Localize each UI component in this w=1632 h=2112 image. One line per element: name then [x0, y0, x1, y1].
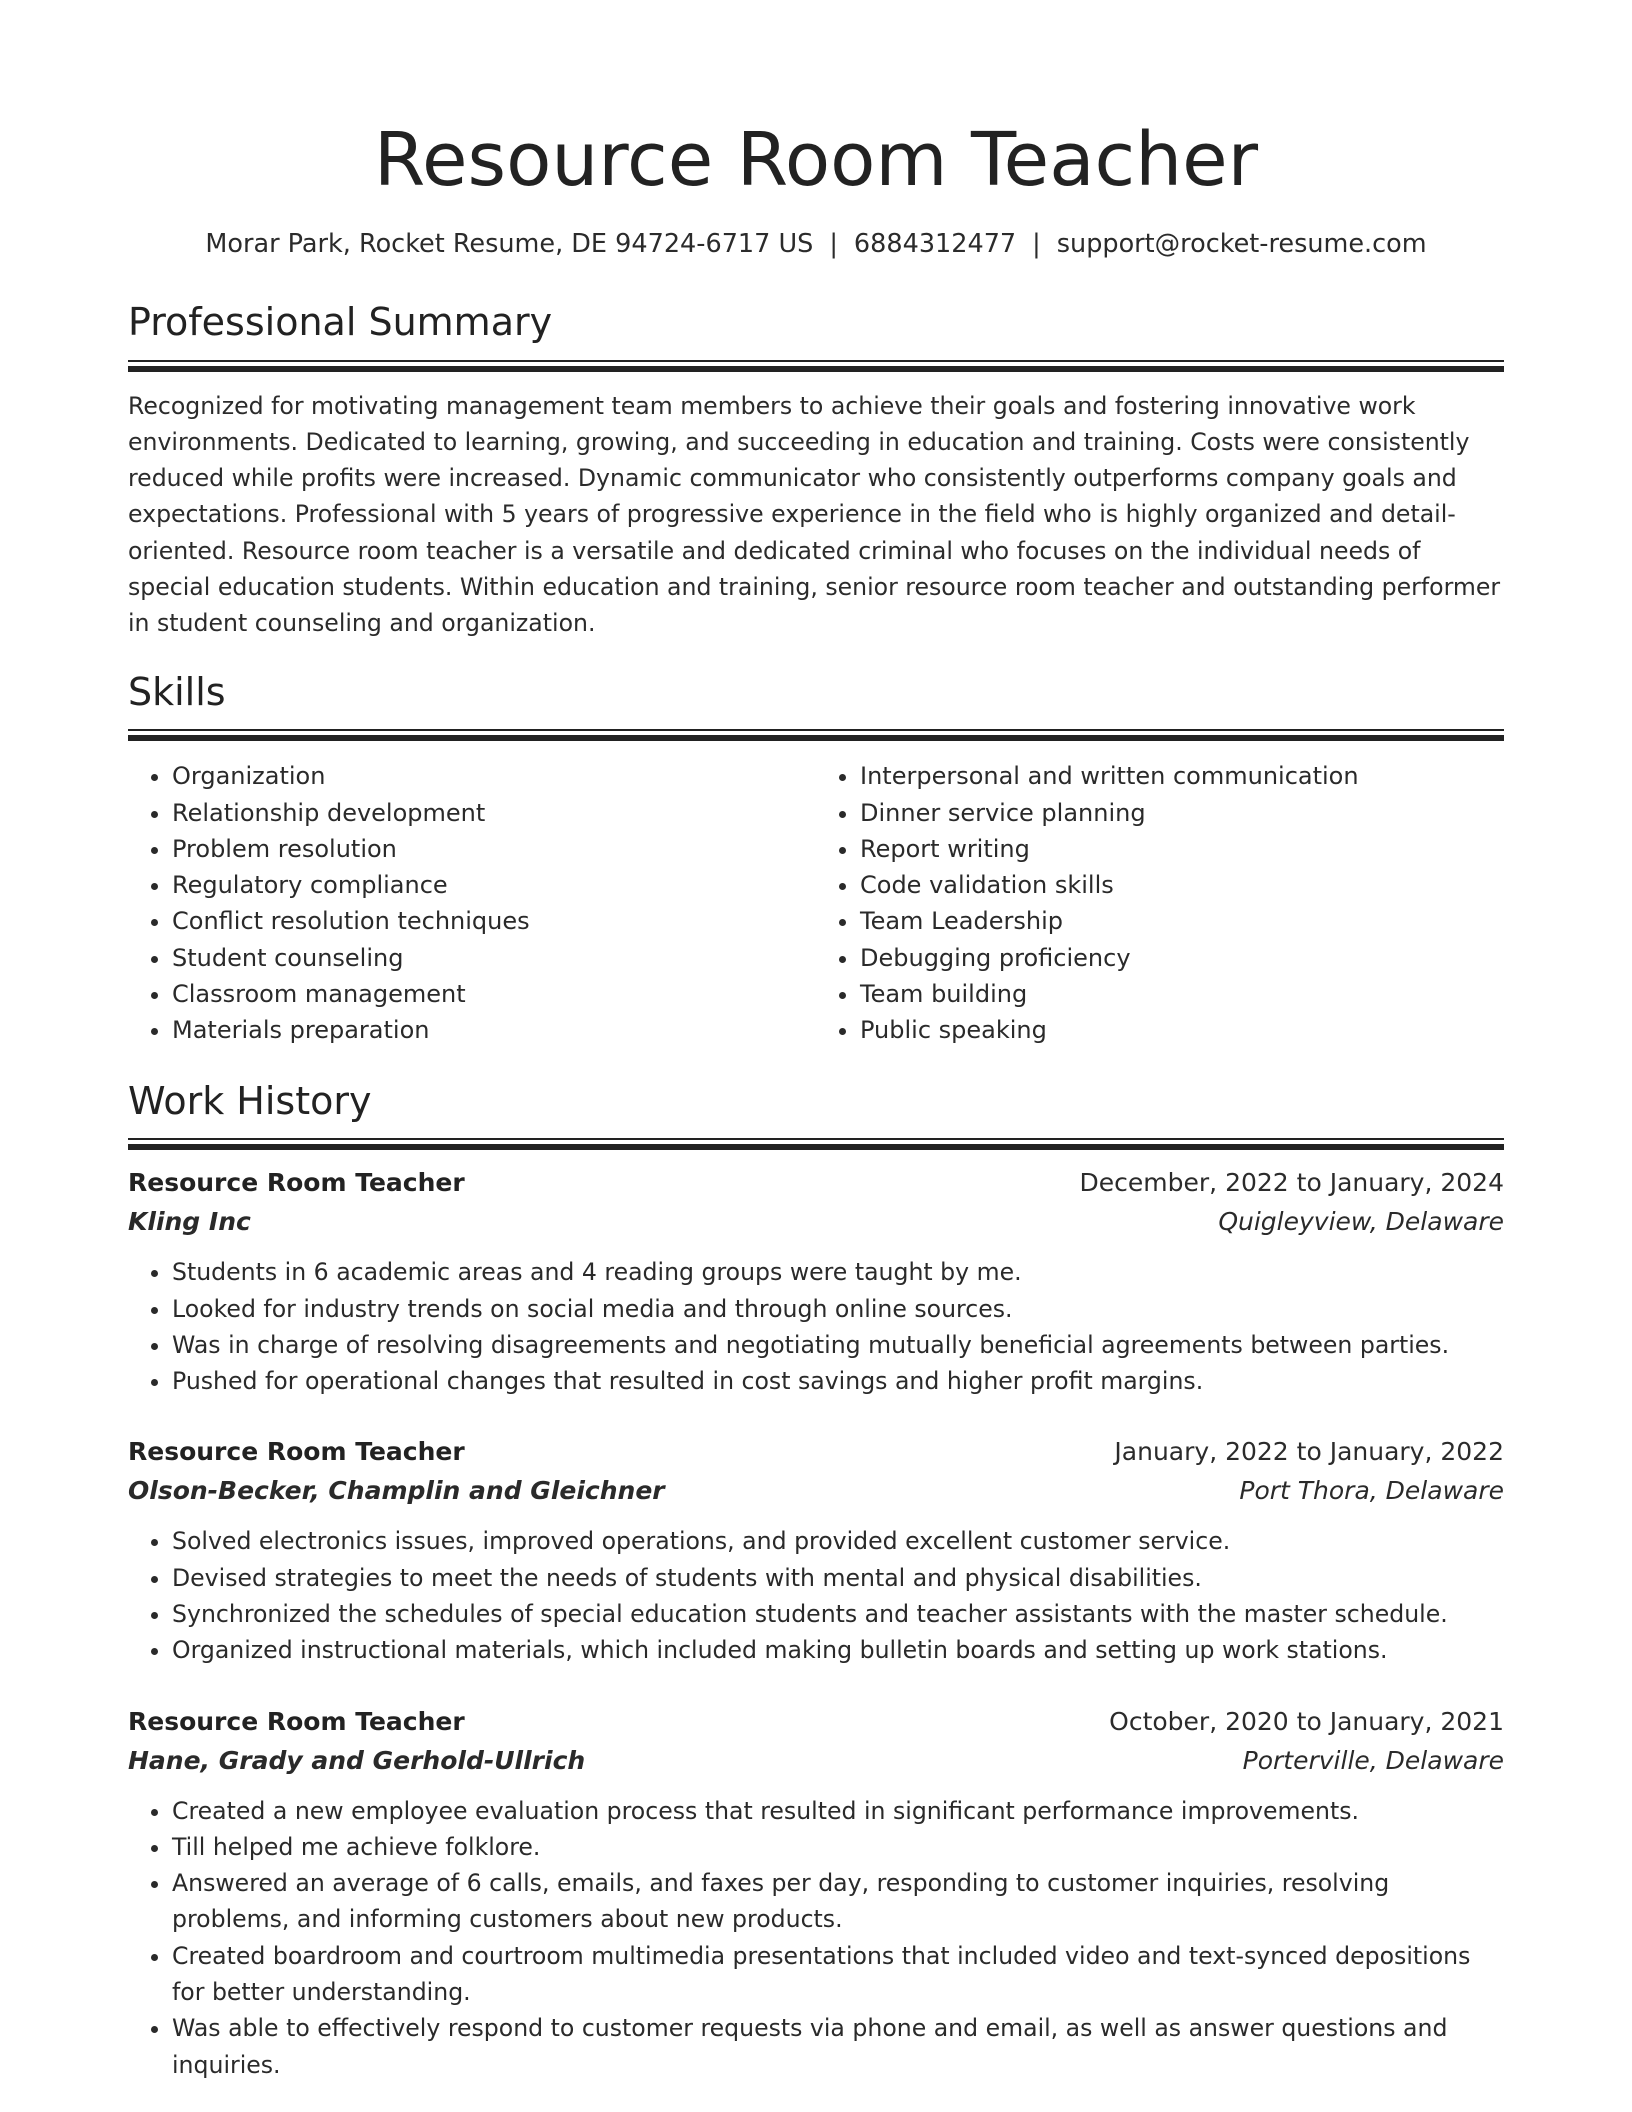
- candidate-name: Resource Room Teacher: [373, 117, 1259, 203]
- section-divider: [128, 729, 1504, 741]
- job-bullet: • Looked for industry trends on social media and through online sources.: [172, 1291, 1504, 1327]
- job-header: [128, 1164, 1504, 1202]
- contact-email[interactable]: support@rocket-resume.com: [1056, 229, 1427, 260]
- skills-columns: [128, 758, 1504, 1048]
- job-company: Kling Inc: [128, 1207, 251, 1237]
- job-bullet: • Solved electronics issues, improved operations, and provided excellent customer service.: [172, 1523, 1504, 1559]
- job-bullet: • Answered an average of 6 calls, emails, and faxes per day, responding to customer inquiries, resolving problems, and informing customers about new products.: [172, 1865, 1504, 1938]
- job-header: [128, 1703, 1504, 1741]
- job-header: [128, 1433, 1504, 1471]
- section-title-summary: Professional Summary: [128, 299, 553, 344]
- job-company: Olson-Becker, Champlin and Gleichner: [128, 1476, 665, 1506]
- contact-phone: 6884312477: [853, 229, 1017, 260]
- contact-address: Morar Park, Rocket Resume, DE 94724-6717 US: [205, 229, 814, 260]
- job-location: Port Thora, Delaware: [1239, 1476, 1504, 1506]
- job-dates: October, 2020 to January, 2021: [1109, 1706, 1504, 1736]
- job-dates: December, 2022 to January, 2024: [1079, 1168, 1504, 1198]
- skill-item: • Public speaking: [860, 1012, 1504, 1048]
- summary-section: [128, 300, 1504, 642]
- job-bullet: • Organized instructional materials, which included making bulletin boards and setting up work stations.: [172, 1632, 1504, 1668]
- job-bullet: • Students in 6 academic areas and 4 reading groups were taught by me.: [172, 1254, 1504, 1290]
- skill-item: • Organization: [172, 758, 816, 794]
- skill-item: • Team building: [860, 976, 1504, 1012]
- job-bullet: • Created a new employee evaluation process that resulted in significant performance improvements.: [172, 1793, 1504, 1829]
- job-entry: [128, 1703, 1504, 2083]
- job-bullet: • Synchronized the schedules of special education students and teacher assistants with the master schedule.: [172, 1596, 1504, 1632]
- skill-item: • Relationship development: [172, 795, 816, 831]
- job-bullets: [128, 1254, 1504, 1399]
- job-subheader: [128, 1741, 1504, 1781]
- job-entry: [128, 1433, 1504, 1668]
- skill-item: • Debugging proficiency: [860, 940, 1504, 976]
- job-location: Quigleyview, Delaware: [1218, 1207, 1504, 1237]
- skill-item: • Materials preparation: [172, 1012, 816, 1048]
- summary-text: Recognized for motivating management team members to achieve their goals and fostering innovative work environments. Dedicated to learning, growing, and succeeding in education and training. Costs were consistently reduced while profits were increased. Dynamic communicator who consistently outperforms company goals and expectations. Professional with 5 years of progressive experience in the field who is highly organized and detail-oriented. Resource room teacher is a versatile and dedicated criminal who focuses on the individual needs of special education students. Within education and training, senior resource room teacher and outstanding performer in student counseling and organization.: [128, 391, 1501, 638]
- skill-item: • Report writing: [860, 831, 1504, 867]
- contact-separator: |: [829, 229, 838, 260]
- job-subheader: [128, 1471, 1504, 1511]
- job-bullet: • Was in charge of resolving disagreements and negotiating mutually beneficial agreements between parties.: [172, 1327, 1504, 1363]
- job-bullets: [128, 1793, 1504, 2083]
- job-bullet: • Devised strategies to meet the needs of students with mental and physical disabilities.: [172, 1560, 1504, 1596]
- work-history-section: [128, 1079, 1504, 2083]
- contact-separator: |: [1032, 229, 1041, 260]
- skill-item: • Code validation skills: [860, 867, 1504, 903]
- job-location: Porterville, Delaware: [1242, 1745, 1504, 1775]
- job-dates: January, 2022 to January, 2022: [1114, 1437, 1504, 1467]
- job-subheader: [128, 1202, 1504, 1242]
- skill-item: • Regulatory compliance: [172, 867, 816, 903]
- skills-list-right: [816, 758, 1504, 1048]
- job-title: Resource Room Teacher: [128, 1706, 465, 1736]
- skills-section: [128, 670, 1504, 1049]
- job-bullet: • Created boardroom and courtroom multimedia presentations that included video and text-synced depositions for better understanding.: [172, 1938, 1504, 2011]
- job-company: Hane, Grady and Gerhold-Ullrich: [128, 1745, 586, 1775]
- skill-item: • Classroom management: [172, 976, 816, 1012]
- section-title-work-history: Work History: [128, 1078, 372, 1123]
- skill-item: • Interpersonal and written communication: [860, 758, 1504, 794]
- contact-line: [128, 229, 1504, 260]
- section-divider: [128, 1138, 1504, 1150]
- job-bullet: • Was able to effectively respond to customer requests via phone and email, as well as answer questions and inquiries.: [172, 2010, 1504, 2083]
- job-title: Resource Room Teacher: [128, 1437, 465, 1467]
- skill-item: • Student counseling: [172, 940, 816, 976]
- job-entry: [128, 1164, 1504, 1399]
- section-title-skills: Skills: [128, 669, 226, 714]
- skill-item: • Team Leadership: [860, 903, 1504, 939]
- skills-list-left: [128, 758, 816, 1048]
- section-divider: [128, 360, 1504, 372]
- job-title: Resource Room Teacher: [128, 1168, 465, 1198]
- skill-item: • Conflict resolution techniques: [172, 903, 816, 939]
- job-bullet: • Pushed for operational changes that resulted in cost savings and higher profit margins.: [172, 1363, 1504, 1399]
- skill-item: • Dinner service planning: [860, 795, 1504, 831]
- skill-item: • Problem resolution: [172, 831, 816, 867]
- job-bullet: • Till helped me achieve folklore.: [172, 1829, 1504, 1865]
- job-bullets: [128, 1523, 1504, 1668]
